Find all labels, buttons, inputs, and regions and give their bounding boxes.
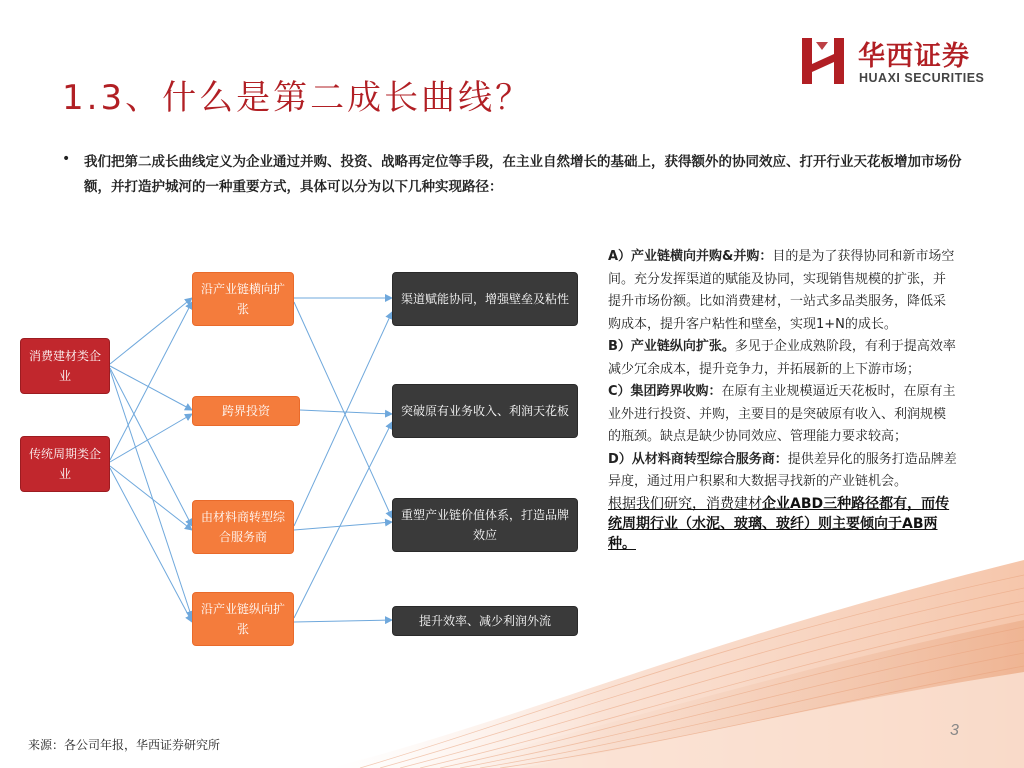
bullet-marker: • — [62, 151, 71, 167]
intro-paragraph — [62, 150, 962, 200]
outcome-node-ceiling: 突破原有业务收入、利润天花板 — [392, 384, 578, 438]
path-b-heading: B）产业链纵向扩张。 — [608, 339, 735, 354]
arrow-s2-p2 — [110, 414, 192, 462]
arrow-s1-p3 — [110, 368, 192, 526]
path-b-paragraph — [608, 336, 958, 381]
path-d-heading: D）从材料商转型综合服务商： — [608, 451, 788, 467]
path-c-heading: C）集团跨界收购： — [608, 384, 722, 399]
conclusion-highlight: 企业ABD三种路径都有，而传统周期行业（水泥、玻璃、玻纤）则主要倾向于AB两种。 — [608, 495, 950, 552]
arrow-s1-p4 — [110, 370, 192, 618]
path-d-body: 提供差异化的服务打造品牌差异度，通过用户积累和大数据寻找新的产业链机会。 — [608, 451, 957, 489]
path-a-body: 目的是为了获得协同和新市场空间。充分发挥渠道的赋能及协同，实现销售规模的扩张，并提升市场份额。比如消费建材，一站式多品类服务，降低采购成本，提升客户粘性和壁垒，实现1+N的成长。 — [608, 249, 955, 332]
page-title: 1.3、什么是第二成长曲线？ — [62, 78, 533, 118]
source-note: 来源：各公司年报，华西证券研究所 — [28, 738, 221, 752]
brand-logo — [800, 32, 1000, 90]
path-c-paragraph — [608, 381, 958, 449]
path-node-cross-industry: 跨界投资 — [192, 396, 300, 426]
intro-text: 我们把第二成长曲线定义为企业通过并购、投资、战略再定位等手段，在主业自然增长的基础上，获得额外的协同效应、打开行业天花板增加市场份额，并打造护城河的一种重要方式，具体可以分为以下几种实现路径： — [84, 154, 962, 195]
outcome-node-brand: 重塑产业链价值体系，打造品牌效应 — [392, 498, 578, 552]
arrow-s2-p4 — [110, 468, 192, 622]
outcome-node-channel: 渠道赋能协同，增强壁垒及粘性 — [392, 272, 578, 326]
arrow-s2-p3 — [110, 466, 192, 530]
arrow-p3-o1 — [294, 312, 392, 526]
page-number: 3 — [950, 722, 959, 739]
path-d-paragraph — [608, 449, 958, 494]
logo-english-name: HUAXI SECURITIES — [859, 71, 985, 85]
path-b-body: 多见于企业成熟阶段，有利于提高效率减少冗余成本，提升竞争力，并拓展新的上下游市场； — [608, 339, 956, 377]
path-a-heading: A）产业链横向并购&并购： — [608, 249, 773, 264]
logo-chinese-name: 华西证券 — [858, 41, 970, 72]
arrow-p3-o3 — [294, 522, 392, 530]
path-node-service-transform: 由材料商转型综合服务商 — [192, 500, 294, 554]
conclusion-prefix: 根据我们研究，消费建材 — [608, 495, 762, 512]
path-c-body: 在原有主业规模逼近天花板时，在原有主业外进行投资、并购，主要目的是突破原有收入、利润规模的瓶颈。缺点是缺少协同效应、管理能力要求较高； — [608, 384, 956, 444]
arrow-s1-p1 — [110, 298, 192, 364]
arrow-p4-o4 — [294, 620, 392, 622]
source-node-consumer-materials: 消费建材类企业 — [20, 338, 110, 394]
outcome-node-efficiency: 提升效率、减少利润外流 — [392, 606, 578, 636]
huaxi-logo-icon — [800, 34, 848, 88]
path-a-paragraph — [608, 246, 958, 336]
growth-path-diagram — [0, 260, 600, 650]
arrow-s2-p1 — [110, 302, 192, 460]
conclusion-text — [608, 494, 958, 554]
path-node-vertical: 沿产业链纵向扩张 — [192, 592, 294, 646]
path-explanations — [608, 246, 958, 554]
arrow-s1-p2 — [110, 366, 192, 410]
source-node-cyclical: 传统周期类企业 — [20, 436, 110, 492]
path-node-horizontal: 沿产业链横向扩张 — [192, 272, 294, 326]
arrow-p4-o2 — [294, 422, 392, 618]
